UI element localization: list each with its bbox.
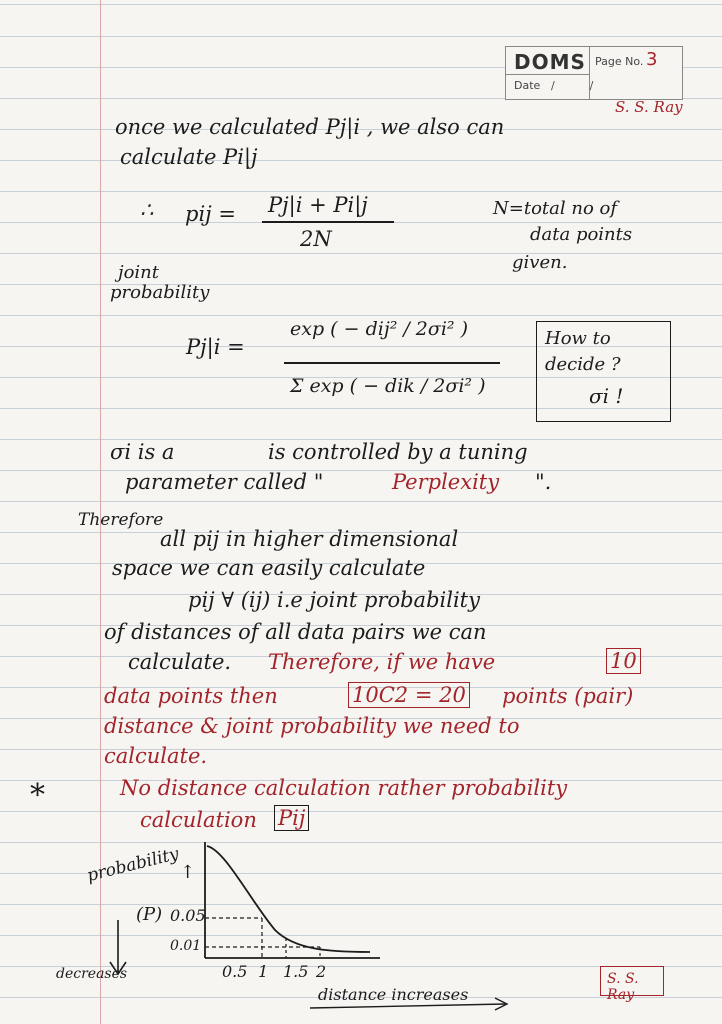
perplexity-word: Perplexity [392, 470, 500, 494]
all-line-2: space we can easily calculate [112, 556, 426, 580]
distance-arrow-shaft [310, 1004, 505, 1008]
page-number-label: Page No. [595, 55, 644, 68]
therefore-word: Therefore [78, 510, 164, 530]
sigma-line-1b: is controlled by a tuning [268, 440, 528, 464]
graph-curve [207, 846, 370, 952]
graph-y-tick-low: 0.01 [170, 938, 202, 954]
all-line-8: calculate. [104, 744, 208, 768]
joint-label: joint [118, 262, 160, 283]
graph-y-tick-high: 0.05 [170, 906, 206, 925]
all-line-3: pij ∀ (ij) i.e joint probability [188, 588, 480, 612]
sigma-label: σi ! [589, 384, 624, 408]
combination-box: 10C2 = 20 [348, 682, 470, 708]
probability-label: probability [110, 282, 210, 303]
no-distance-line-2a: calculation [140, 808, 257, 832]
signature-stamp [600, 966, 664, 1003]
pji-lhs: Pj|i = [186, 335, 245, 359]
n-definition-1: N=total no of [493, 198, 617, 219]
graph-x-label: distance increases [318, 985, 469, 1004]
decreases-label: decreases [56, 966, 128, 982]
x-tick-0-5: 0.5 [222, 962, 248, 981]
decide-label: decide ? [545, 354, 621, 375]
graph-y-label: probability [84, 843, 181, 887]
all-line-4: of distances of all data pairs we can [104, 620, 487, 644]
date-label: Date [514, 79, 541, 92]
text-line-1: once we calculated Pj|i , we also can [115, 115, 505, 139]
stamp-text: S. S. Ray [607, 971, 639, 1003]
no-distance-line-1: No distance calculation rather probability [120, 776, 568, 800]
x-tick-1-5: 1.5 [283, 962, 309, 981]
sigma-line-2a: parameter called " [125, 470, 324, 494]
n-definition-3: given. [512, 252, 568, 273]
star-bullet: * [30, 778, 45, 813]
date-separator: / / [551, 79, 594, 92]
pji-denominator: Σ exp ( − dik / 2σi² ) [290, 375, 486, 397]
sigma-line-1a: σi is a [110, 440, 175, 464]
sigma-line-2c: ". [535, 470, 552, 494]
page-number: 3 [646, 49, 658, 70]
brand-logo: DOMS [514, 50, 586, 74]
all-line-6a: data points then [104, 684, 278, 708]
therefore-symbol: ∴ [140, 198, 154, 222]
pij-numerator: Pj|i + Pi|j [268, 193, 368, 217]
graph-up-arrow: ↑ [180, 862, 196, 883]
all-line-6c: points (pair) [502, 684, 634, 708]
how-to-label: How to [545, 328, 611, 349]
text-line-2: calculate Pi|j [120, 145, 258, 169]
x-tick-1: 1 [258, 962, 269, 981]
all-line-5b: Therefore, if we have [268, 650, 496, 674]
all-line-1: all pij in higher dimensional [160, 527, 459, 551]
x-tick-2: 2 [316, 962, 327, 981]
all-line-5a: calculate. [128, 650, 232, 674]
ten-points-box: 10 [606, 648, 641, 674]
pji-numerator: exp ( − dij² / 2σi² ) [290, 318, 469, 340]
pij-denominator: 2N [300, 227, 332, 251]
all-line-7: distance & joint probability we need to [104, 714, 520, 738]
pij-lhs: pij = [185, 202, 236, 226]
pij-box: Pij [274, 805, 309, 831]
n-definition-2: data points [530, 224, 633, 245]
graph-p-label: (P) [136, 904, 163, 925]
author-signature: S. S. Ray [615, 98, 683, 116]
